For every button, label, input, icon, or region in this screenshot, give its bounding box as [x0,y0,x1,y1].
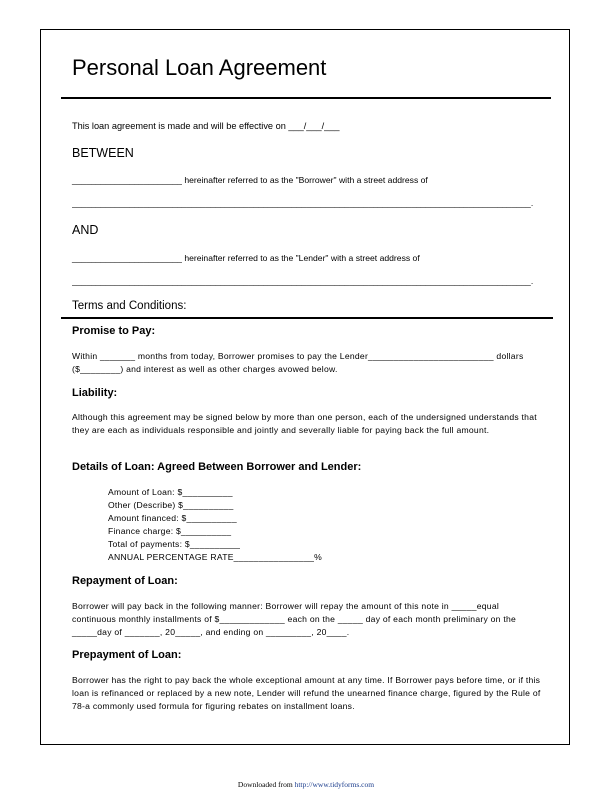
promise-heading: Promise to Pay: [72,325,156,337]
and-heading: AND [72,223,99,237]
footer-prefix: Downloaded from [237,780,293,789]
footer-link[interactable]: http://www.tidyforms.com [294,780,375,789]
intro-text: This loan agreement is made and will be effective on ___/___/___ [72,121,340,131]
title-divider [61,97,551,99]
details-heading: Details of Loan: Agreed Between Borrower and Lender: [72,461,362,473]
liability-text: Although this agreement may be signed below by more than one person, each of the undersigned understands that they are each as individuals responsible and jointly and severally liable for paying back the full amount. [72,412,537,435]
footer [0,780,612,789]
lender-address-line: ________________________________________________________________________________________________. [72,276,534,286]
prepayment-heading: Prepayment of Loan: [72,649,182,661]
borrower-line: _______________________ hereinafter referred to as the "Borrower" with a street address of [72,175,428,185]
page-title: Personal Loan Agreement [72,55,327,80]
detail-other: Other (Describe) $__________ [108,500,234,510]
between-heading: BETWEEN [72,146,134,160]
promise-text: Within _______ months from today, Borrower promises to pay the Lender_________________________ dollars ($________) and interest as well as other charges avowed below. [72,351,524,374]
detail-finance-charge: Finance charge: $__________ [108,526,232,536]
repayment-text: Borrower will pay back in the following manner: Borrower will repay the amount of this note in _____equal continuous monthly installments of $_____________ each on the _____ day of each month preliminary on the _____day of _______, 20_____, and ending on _________, 20____. [72,601,517,637]
liability-heading: Liability: [72,387,118,399]
terms-divider [61,317,553,319]
detail-apr: ANNUAL PERCENTAGE RATE________________% [108,552,323,562]
detail-total-payments: Total of payments: $__________ [108,539,241,549]
detail-amount-of-loan: Amount of Loan: $__________ [108,487,233,497]
lender-line: _______________________ hereinafter referred to as the "Lender" with a street address of [72,253,420,263]
detail-amount-financed: Amount financed: $__________ [108,513,237,523]
repayment-heading: Repayment of Loan: [72,575,178,587]
prepayment-text: Borrower has the right to pay back the whole exceptional amount at any time. If Borrower pays before time, or if this loan is refinanced or replaced by a new note, Lender will refund the unearned finance charge, figured by the Rule of 78-a commonly used formula for figuring rebates on installment loans. [72,675,541,711]
terms-heading: Terms and Conditions: [72,300,187,312]
loan-details-list [108,486,322,564]
borrower-address-line: ________________________________________________________________________________________________. [72,198,534,208]
